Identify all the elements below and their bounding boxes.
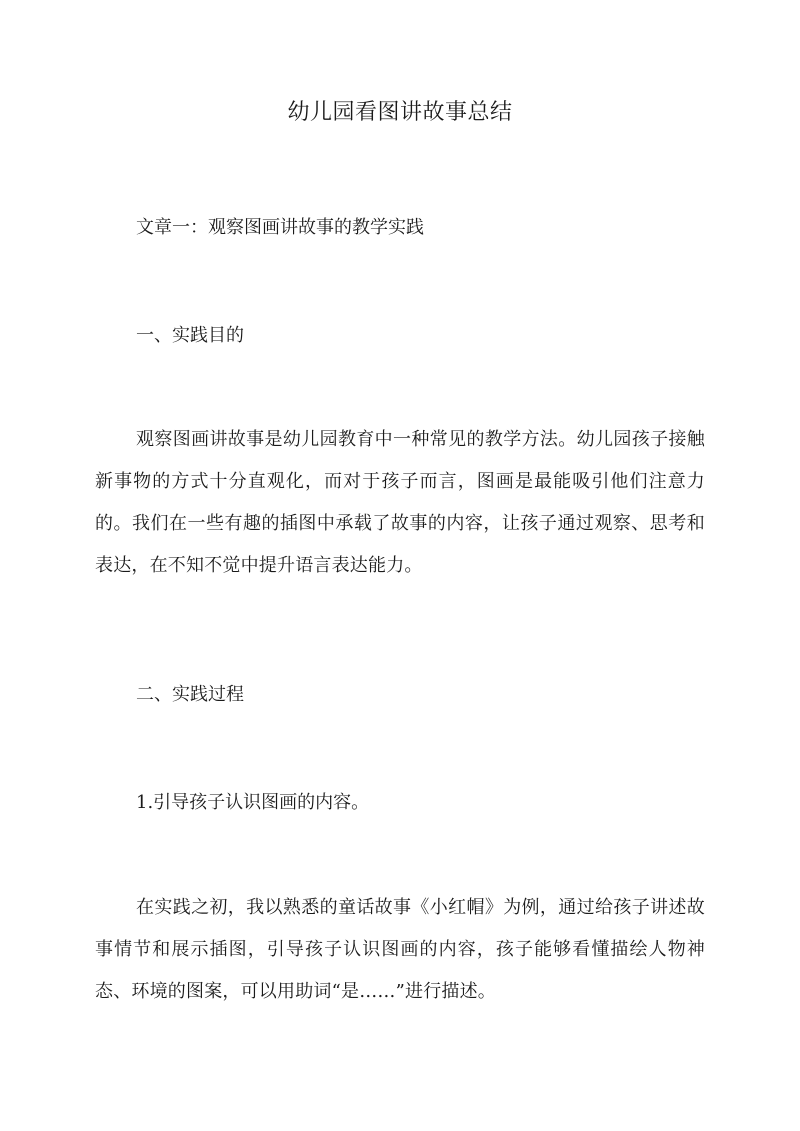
paragraph-process: 在实践之初，我以熟悉的童话故事《小红帽》为例，通过给孩子讲述故事情节和展示插图，引导孩子认识图画的内容，孩子能够看懂描绘人物神态、环境的图案，可以用助词“是……”进行描述。 [95,897,705,1002]
list-item-heading: 1.引导孩子认识图画的内容。 [136,792,370,813]
section-heading-process: 二、实践过程 [136,684,244,705]
article-heading: 文章一：观察图画讲故事的教学实践 [136,217,424,238]
section-heading-purpose: 一、实践目的 [136,325,244,346]
document-title: 幼儿园看图讲故事总结 [287,100,513,125]
paragraph-purpose: 观察图画讲故事是幼儿园教育中一种常见的教学方法。幼儿园孩子接触新事物的方式十分直观化，而对于孩子而言，图画是最能吸引他们注意力的。我们在一些有趣的插图中承载了故事的内容，让孩子通过观察、思考和表达，在不知不觉中提升语言表达能力。 [95,429,705,576]
